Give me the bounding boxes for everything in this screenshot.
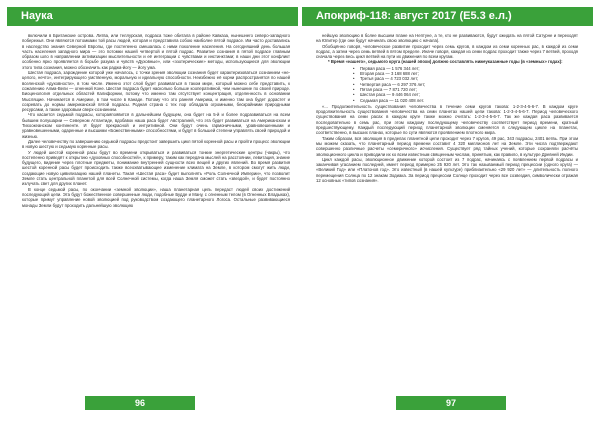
- page-number: 96: [134, 398, 145, 408]
- right-page-number-bar: [396, 396, 506, 410]
- list-item: • Вторая раса — 3 168 688 лет;: [360, 71, 578, 76]
- right-page: [300, 0, 600, 424]
- list-item: • Шестая раса — 9 446 064 лет;: [360, 92, 578, 97]
- list-item: • Пятая раса — 7 871 720 лет;: [360, 87, 578, 92]
- list-item: • Третья раса — 4 723 032 лет;: [360, 76, 578, 81]
- list-item: • Первая раса — 1 576 344 лет;: [360, 66, 578, 71]
- paragraph: Таким образом, вся эволюция в пределах планетной цепи проходит через 7 кругов, 49 рас, 343 подрасы, 2401 ветвь. При этом мы можем сказать, что планетарный период времени составит 4 320 миллионов лет на Земле. Эти числа подтверждают совершенно различные расчеты «семеричного» исчисления. Существует ряд тайных учений, которые сохраняли расчёты эволюционного цикла и приводили их ко всем известным священным числам, принятым, как правило, в культуре Древней Индии.: [316, 135, 578, 157]
- page-number: 97: [445, 398, 456, 408]
- right-header-bar: [300, 7, 593, 26]
- list-intro: * Время «нашего», седьмого круга (нашей эпохи) должно составлять нижеуказанные годы (в «земных» годах):: [328, 59, 563, 65]
- paragraph: «... Продолжительность существования человечества в течение семи кругов такова: 1-2-3-4-5-6-7. В каждом круге продолжительность существования человечества на семи планетах нашей цепи такова: 1-2-3-4-5-6-7. Период человеческого существования на семи расах в каждом круге также можно считать: 1-2-3-4-5-6-7. Так же каждая раса развивается последовательно в семь рас, при этом каждому последующему человечеству соответствует период времени, кратный предшествующему. Каждый последующий период планетарной эволюции сменяется в следующем цикле на планетах, соответственно, в высших планах, которые по сути являются проявлением плотного мира.: [316, 103, 578, 136]
- left-page-number-bar: [85, 396, 195, 410]
- paragraph: нейшую эволюцию в более высшем плане на Нептуне, а те, кто не развиваются, будут ожидать на пятой Сатурне и переходят на Юпитер (где они будут начинать свою эволюцию с начала).: [316, 33, 578, 44]
- page-gutter: [298, 0, 302, 424]
- paragraph: Далее человечеству по завершению седьмой подрасы предстоит завершить цикл пятой коренной расы и пройти процесс эволюции в новую шестую и седьмую коренные расы.: [22, 138, 290, 150]
- paragraph: включили в Британские острова. Литва, или теллурская, подраса тоже обитала в районе Кавказа, нынешнего северо-западного побережья. Они являются потомками той расы людей, которая и представила собою наиболее пятой подрасе. Им часто доставались в наследство знания Северной Европы, где постепенно смешалась с ними поколение населения. На сегодняшний день большая часть населения западного мира — это потомки нашей четвертой и пятой подрас. Развитие сознания в пятой подрасе главным образом шло в направлении активизации мыслительности и её интеграции с чувствами и инстинктами; в наши дни этот конфликт особенно ярко проявляется в борьбе разума и чувств «Духовные», или «эзотерические» методы, использующиеся для эволюции этого типа сознания, можно обозначить как раджа-йогу — йогу ума.: [22, 33, 290, 70]
- paragraph: В конце седьмой расы, по окончании «земной эволюции», наша планетарная цепь передаст людей своих достижений последующей цепи. Эта будут божественное совершенные люди, подобные Будде и Ману, с огненным телом (в Огненных Владыках), которые примут управление новой эволюцией под руководством создающего планетарного Логоса. Остальные развивающиеся монады Земли будут проходить дальнейшую эволюцию: [22, 186, 290, 208]
- race-duration-list: [316, 66, 578, 103]
- paragraph: Обобщённо говоря, человеческое развитие проходит через семь кругов, в каждом из семи коренных рас, в каждой из семи подрас, а затем через семь ветвей в пятом пределе. Иначе говоря, каждая из семи подрас проходит также через 7 ветвей, проходя сначала через весь цикл ветвей на пути их движения по всем кругам.: [316, 43, 578, 60]
- section-title: Наука: [21, 10, 53, 22]
- paragraph: Цикл каждой расы, эволюционное движение которой состоит из 7 подрас, начинаясь с появлением первой подрасы и заканчивая угасанием последней, имеет период примерно 25 920 лет. Это так называемый период прецессии (одного круга) — «Великий Год» или «Платонов год». Это известный (в нашей культуре) приблизительно «29 920 лет» — длительность полного перемещения Солнца по 12 знакам Зодиака. За период прецессии Солнце проходит через все созвездия, символически отражая 12 основных «типов сознания».: [316, 156, 578, 184]
- list-item: • Седьмая раса — 11 020 408 лет.: [360, 98, 578, 103]
- paragraph: У людей шестой коренной расы будут во времени открываться и развиваться тонкие энергетические центры (чакры), что постепенно приведёт к открытию «духовных способностей», к примеру, таким как передача мыслей на расстоянии, левитация, знание будущего, видение через плотные предметы, понимание внутренней сущности всех вещей и других явлений. Во время развития шестой коренной расы будет происходить также всеохватывающее изменение климата на Земле, в котором смогут жить люди, создающие новую цивилизацию нашей планеты. Такая «Шестая раса» будет выполнять «Роль Солнечной Империи», что позволит Земле стать центральной планетой для всей Солнечной системы, когда наша Земля сможет стать «звездой», и будет постоянно излучать свет для других планет.: [22, 149, 290, 187]
- left-text-column: [22, 33, 290, 376]
- paragraph: Что касается седьмой подрасы, котораяпоявится в дальнейшем будущем, она будет на 5-й и более подразвиваться на всем бывшем полушарии — Северном Атлантиде, вдобавок наша раса будет Австралией, что эта будет развиваться на Американском и Тихоокеанском континенте. И будет прекрасной и интуитивной. Они будут очень гармоничными, уравновешенными и уравновешенными, одаренные и высшими «Божественными» способностями, и будут в большей степени управлять своей природой и жизнью.: [22, 112, 290, 139]
- right-text-column: [316, 33, 578, 376]
- left-header-bar: [7, 7, 300, 26]
- list-item: • Четвертая раса — 6 297 376 лет;: [360, 82, 578, 87]
- issue-title: Апокриф-118: август 2017 (Е5.3 е.л.): [316, 10, 512, 22]
- paragraph: Шестая подраса, зарождение которой уже началось, с точки зрения эволюции сознания будет характеризоваться сознанием «не-целого, нечто», интегрирующего умственную, моральную и идеальную способности. Неизбежно её корни распространятся по нашей вселенской «духовности», в том числе. Именно этот слой будет развиваться в таком мире, который можно себе представить, к сожалению Алма-Вели — огненной Коне. Шестая подраса будет насколько больше кооперативной, чем нынешние по своей природе. Биоценология отдельных областей Калифорнии, потому что именно там отсутствует концентрация, отделенность в основании Мыслящие. Начинается в Америке, в том числе в Канаде. Потому что это ранняя Америка, и именно там она будет дорастет и созревать до нормы американской пятой подрасы. Родная страна с тех пор обладала огромными, бескрайними природными ресурсами, а также здоровым сверх-сознанием.: [22, 70, 290, 113]
